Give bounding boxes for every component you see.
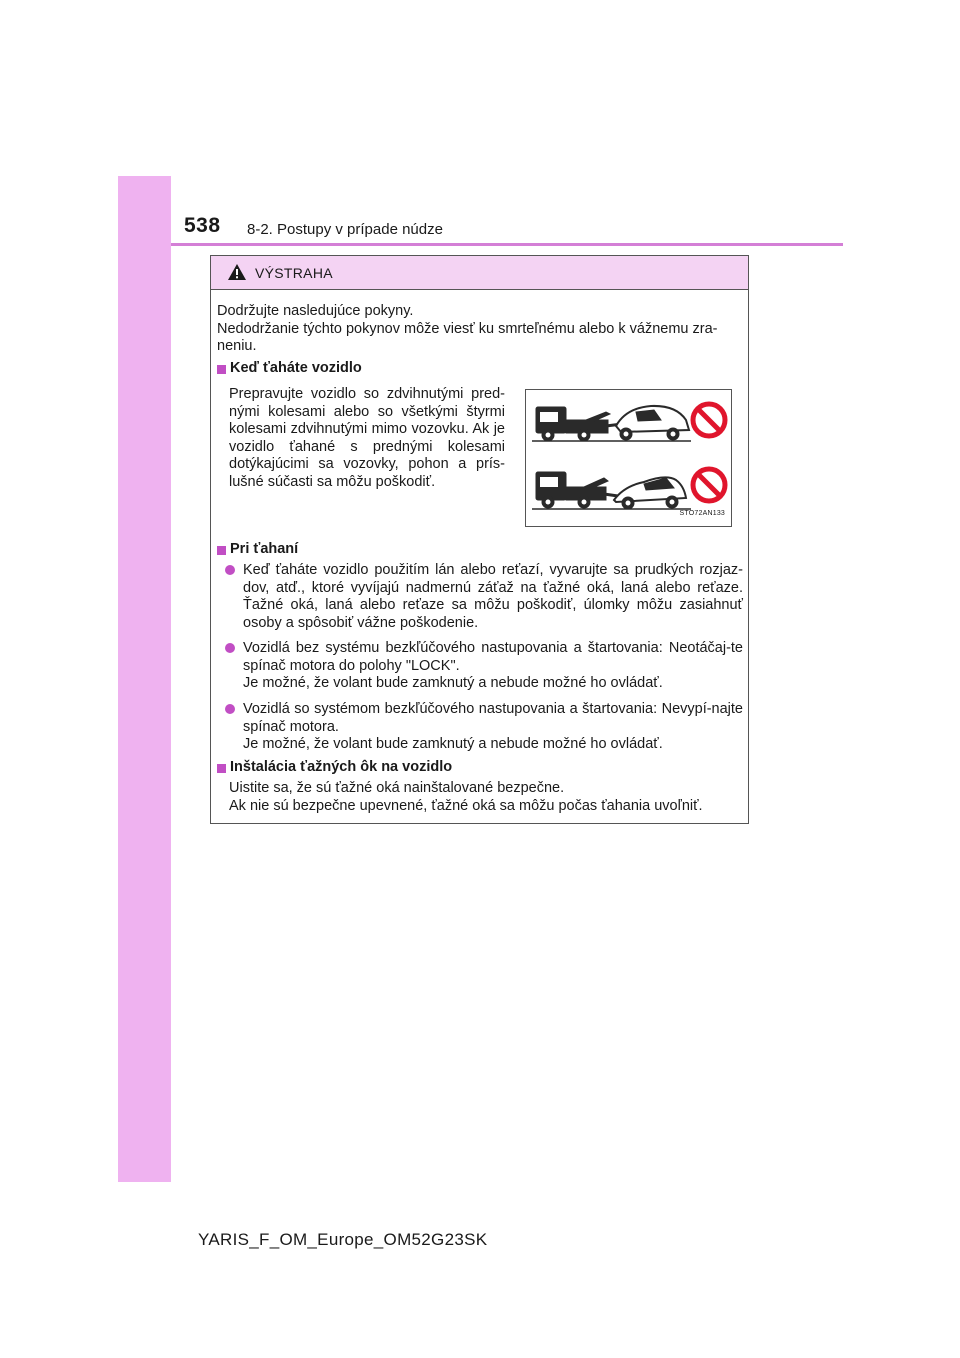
heading-text: Inštalácia ťažných ôk na vozidlo [230, 759, 453, 775]
square-bullet-icon [217, 365, 226, 374]
bullet-text [243, 640, 743, 693]
bullet-item [225, 701, 743, 754]
bullet-text: Keď ťaháte vozidlo použitím lán alebo reťazí, vyvarujte sa prudkých rozjaz-dov, atď., ktoré vyvíjajú nadmernú záťaž na ťažné oká, laná alebo reťaze. Ťažné oká, laná alebo reťaze sa môžu poškodiť, úlomky môžu zasiahnuť osoby a spôsobiť vážne poškodenie. [243, 562, 743, 631]
bullet-note: Je možné, že volant bude zamknutý a nebude možné ho ovládať. [243, 736, 663, 753]
warning-header [211, 256, 748, 290]
bullet-item [225, 640, 743, 693]
heading-text: Keď ťaháte vozidlo [230, 360, 362, 376]
intro-line: neniu. [217, 338, 257, 355]
warning-title: VÝSTRAHA [255, 265, 333, 281]
page-number: 538 [184, 214, 221, 237]
section-heading-tow-eyelet [217, 759, 452, 777]
bullet-line: Vozidlá so systémom bezkľúčového nastupovania a štartovania: Nevypí-najte spínač motora. [243, 701, 743, 735]
bullet-note: Je možné, že volant bude zamknutý a nebude možné ho ovládať. [243, 675, 663, 692]
figure-caption: STO72AN133 [679, 510, 725, 518]
document-id: YARIS_F_OM_Europe_OM52G23SK [198, 1230, 488, 1249]
square-bullet-icon [217, 546, 226, 555]
intro-line: Dodržujte nasledujúce pokyny. [217, 303, 414, 319]
bullet-line: Vozidlá bez systému bezkľúčového nastupovania a štartovania: Neotáčaj-te spínač motora do polohy "LOCK". [243, 640, 743, 674]
towing-illustration [525, 389, 732, 527]
section-heading-during-towing [217, 541, 298, 559]
intro-line: Nedodržanie týchto pokynov môže viesť ku smrteľnému alebo k vážnemu zra- [217, 320, 718, 337]
bullet-item [225, 562, 743, 632]
warning-box [210, 255, 749, 824]
round-bullet-icon [225, 565, 235, 575]
warning-triangle-icon [227, 263, 247, 281]
round-bullet-icon [225, 704, 235, 714]
section-title: 8-2. Postupy v prípade núdze [247, 221, 443, 238]
side-band [118, 176, 171, 1182]
eyelet-line: Ak nie sú bezpečne upevnené, ťažné oká sa môžu počas ťahania uvoľniť. [229, 797, 703, 814]
eyelet-line: Uistite sa, že sú ťažné oká nainštalované bezpečne. [229, 780, 565, 796]
header-rule [171, 243, 843, 246]
eyelet-text [229, 780, 743, 815]
heading-text: Pri ťahaní [230, 541, 299, 557]
warning-intro [217, 303, 742, 356]
towing-paragraph: Prepravujte vozidlo so zdvihnutými pred-nými kolesami alebo so všetkými štyrmi kolesami zdvihnutými mimo vozovku. Ak je vozidlo ťahané s prednými kolesami dotýkajúcimi sa vozovky, pohon a prís-lušné súčasti sa môžu poškodiť. [229, 386, 505, 490]
section-heading-towing [217, 360, 362, 378]
round-bullet-icon [225, 643, 235, 653]
square-bullet-icon [217, 764, 226, 773]
bullet-text [243, 701, 743, 754]
